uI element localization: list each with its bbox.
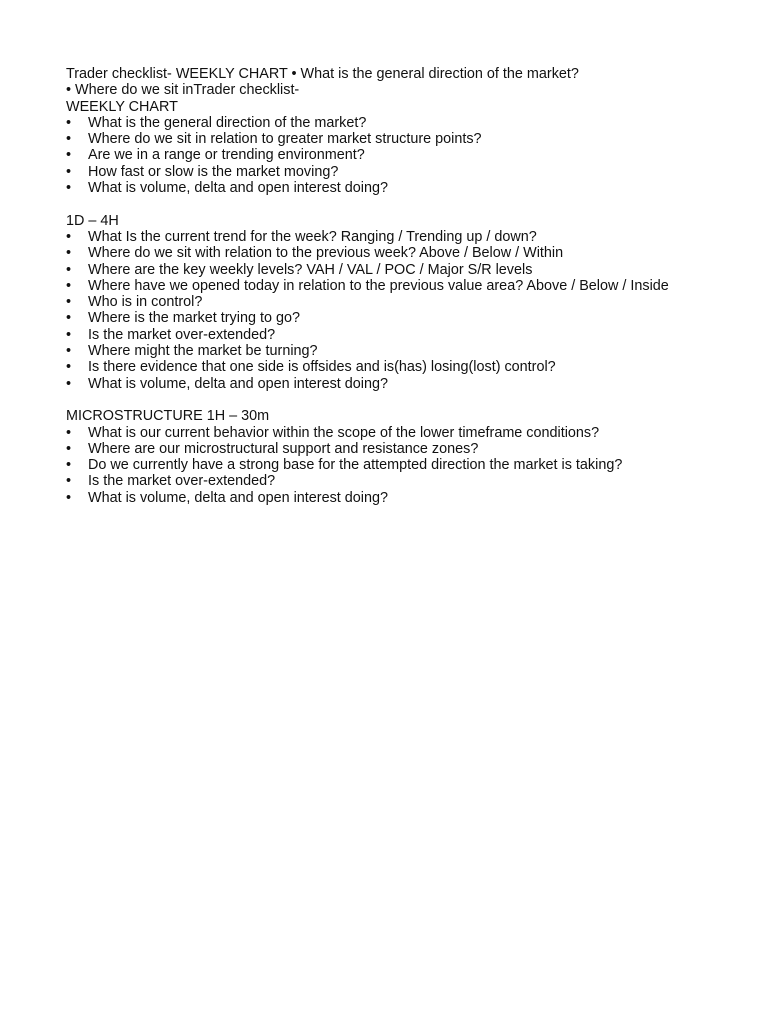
list-item-text: Where have we opened today in relation to the previous value area? Above / Below / Inside (88, 277, 669, 294)
bullet-glyph: • (66, 343, 72, 360)
list-item-text: What is the general direction of the market? (88, 114, 367, 131)
list-item (66, 425, 686, 441)
list-item (66, 294, 686, 310)
bullet-glyph: • (66, 359, 72, 376)
bullet-glyph: • (66, 457, 72, 474)
list-item (66, 490, 686, 506)
bullet-glyph: • (66, 489, 72, 506)
weekly-list (66, 115, 686, 196)
bullet-glyph: • (66, 310, 72, 327)
list-item-text: What is volume, delta and open interest doing? (88, 180, 388, 197)
bullet-glyph: • (66, 131, 72, 148)
bullet-glyph: • (66, 228, 72, 245)
list-item-text: Where are the key weekly levels? VAH / VAL / POC / Major S/R levels (88, 261, 533, 278)
bullet-glyph: • (66, 114, 72, 131)
list-item (66, 229, 686, 245)
list-item (66, 278, 686, 294)
list-item-text: What is volume, delta and open interest doing? (88, 375, 388, 392)
bullet-glyph: • (66, 326, 72, 343)
list-item (66, 147, 686, 163)
section-spacer (66, 196, 686, 212)
bullet-glyph: • (66, 375, 72, 392)
list-item (66, 164, 686, 180)
section-heading-1d-4h: 1D – 4H (66, 212, 119, 229)
list-item (66, 180, 686, 196)
intro-line-1: Trader checklist- WEEKLY CHART • What is the general direction of the market? (66, 66, 579, 82)
list-item-text: Do we currently have a strong base for the attempted direction the market is taking? (88, 457, 623, 474)
list-item (66, 441, 686, 457)
bullet-glyph: • (66, 424, 72, 441)
bullet-glyph: • (66, 163, 72, 180)
list-item-text: Are we in a range or trending environment? (88, 147, 365, 164)
list-item (66, 262, 686, 278)
bullet-glyph: • (66, 473, 72, 490)
bullet-glyph: • (66, 180, 72, 197)
list-item (66, 473, 686, 489)
list-item-text: Is the market over-extended? (88, 473, 276, 490)
list-item (66, 343, 686, 359)
intro-line-2: • Where do we sit inTrader checklist- (66, 82, 300, 99)
bullet-glyph: • (66, 277, 72, 294)
list-item-text: Who is in control? (88, 294, 203, 311)
bullet-glyph: • (66, 294, 72, 311)
list-item (66, 376, 686, 392)
list-item-text: Is the market over-extended? (88, 326, 276, 343)
list-item-text: What is our current behavior within the scope of the lower timeframe conditions? (88, 424, 600, 441)
list-item-text: Where do we sit in relation to greater market structure points? (88, 131, 482, 148)
section-heading-microstructure: MICROSTRUCTURE 1H – 30m (66, 408, 270, 425)
bullet-glyph: • (66, 440, 72, 457)
list-item (66, 310, 686, 326)
bullet-glyph: • (66, 245, 72, 262)
list-item (66, 327, 686, 343)
daily-list (66, 229, 686, 392)
weekly-chart-heading: WEEKLY CHART (66, 98, 178, 115)
list-item-text: Where are our microstructural support and resistance zones? (88, 440, 479, 457)
checklist-content (66, 66, 686, 506)
list-item (66, 131, 686, 147)
list-item-text: Where is the market trying to go? (88, 310, 300, 327)
list-item-text: Is there evidence that one side is offsides and is(has) losing(lost) control? (88, 359, 556, 376)
bullet-glyph: • (66, 147, 72, 164)
list-item (66, 457, 686, 473)
list-item (66, 115, 686, 131)
section-spacer (66, 392, 686, 408)
list-item-text: Where do we sit with relation to the previous week? Above / Below / Within (88, 245, 564, 262)
list-item (66, 245, 686, 261)
list-item-text: What Is the current trend for the week? Ranging / Trending up / down? (88, 228, 537, 245)
list-item (66, 359, 686, 375)
list-item-text: What is volume, delta and open interest doing? (88, 489, 388, 506)
bullet-glyph: • (66, 261, 72, 278)
list-item-text: Where might the market be turning? (88, 343, 318, 360)
list-item-text: How fast or slow is the market moving? (88, 163, 339, 180)
microstructure-list (66, 425, 686, 506)
